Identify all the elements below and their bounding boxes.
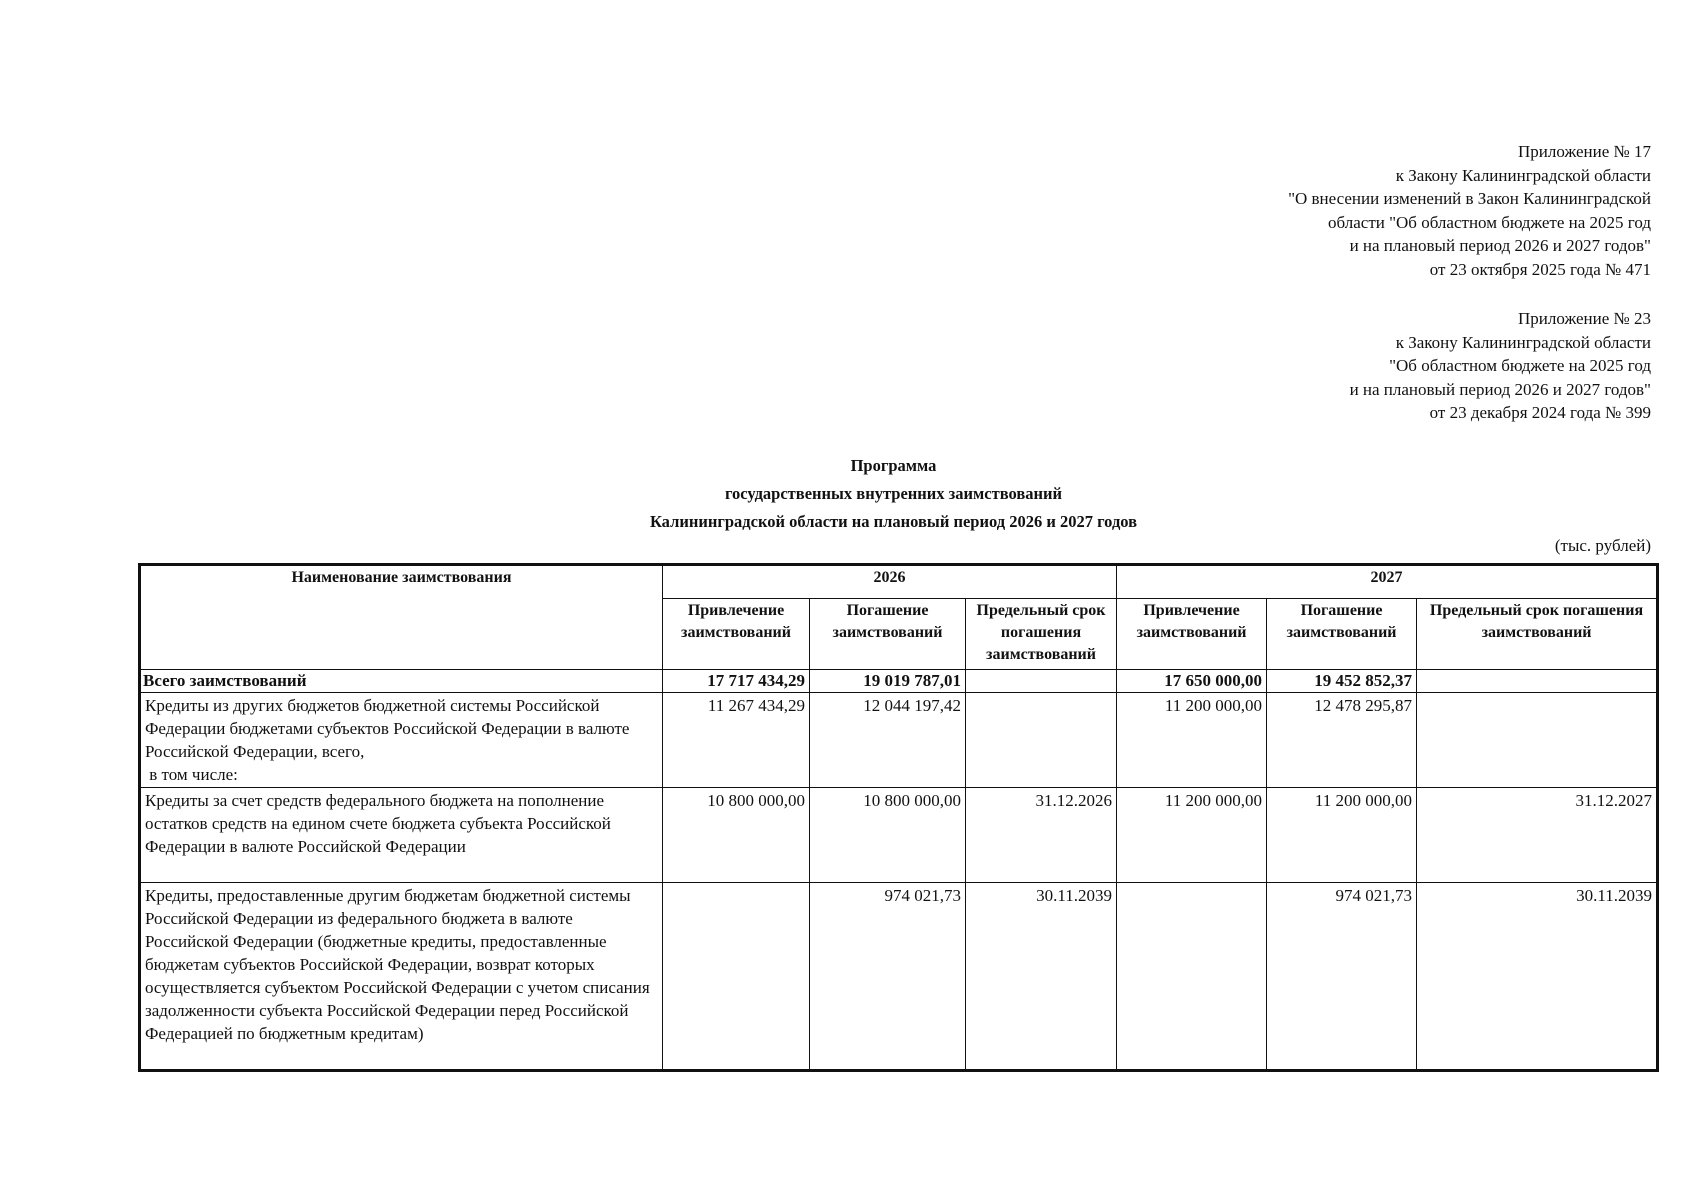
appendix-line: "Об областном бюджете на 2025 год	[1389, 356, 1651, 375]
cell-attract-2026: 17 717 434,29	[663, 670, 810, 693]
header-repay-2027: Погашение заимствований	[1267, 599, 1417, 670]
header-term-2027: Предельный срок погашения заимствований	[1417, 599, 1658, 670]
cell-term-2027	[1417, 670, 1658, 693]
header-term-2026: Предельный срок погашения заимствований	[966, 599, 1117, 670]
header-year-2026: 2026	[663, 565, 1117, 599]
appendix-line: к Закону Калининградской области	[1395, 165, 1651, 185]
appendix-17-header	[1288, 140, 1651, 281]
title-line-3: Калининградской области на плановый период 2026 и 2027 годов	[649, 512, 1138, 531]
cell-term-2027	[1417, 693, 1658, 788]
cell-term-2026	[966, 670, 1117, 693]
header-name: Наименование заимствования	[140, 565, 663, 670]
appendix-line: "О внесении изменений в Закон Калининградской	[1288, 189, 1651, 208]
row-name: Всего заимствований	[140, 670, 663, 693]
appendix-line: к Закону Калининградской области	[1395, 332, 1651, 352]
cell-repay-2027: 11 200 000,00	[1267, 788, 1417, 883]
units-label: (тыс. рублей)	[1554, 536, 1651, 555]
cell-attract-2026: 10 800 000,00	[663, 788, 810, 883]
cell-term-2026: 31.12.2026	[966, 788, 1117, 883]
appendix-23-header	[1350, 307, 1651, 425]
row-name: Кредиты из других бюджетов бюджетной системы Российской Федерации бюджетами субъектов Российской Федерации в валюте Российской Федерации, всего,	[145, 696, 630, 761]
row-name: Кредиты за счет средств федерального бюджета на пополнение остатков средств на едином счете бюджета субъекта Российской Федерации в валюте Российской Федерации	[140, 788, 663, 883]
cell-attract-2027: 11 200 000,00	[1117, 788, 1267, 883]
table-row	[140, 693, 1658, 788]
cell-repay-2027: 974 021,73	[1267, 883, 1417, 1071]
borrowing-program-table	[138, 563, 1659, 1072]
cell-repay-2027: 19 452 852,37	[1267, 670, 1417, 693]
table-row	[140, 883, 1658, 1071]
appendix-line: и на плановый период 2026 и 2027 годов"	[1349, 236, 1651, 255]
row-name: Кредиты, предоставленные другим бюджетам бюджетной системы Российской Федерации из федерального бюджета в валюте Российской Федерации (бюджетные кредиты, предоставленные бюджетам субъектов Российской Федерации, возврат которых осуществляется субъектом Российской Федерации с учетом списания задолженности субъекта Российской Федерации перед Российской Федерацией по бюджетным кредитам)	[140, 883, 663, 1071]
row-name-cell	[140, 693, 663, 788]
header-attract-2026: Привлечение заимствований	[663, 599, 810, 670]
table-row	[140, 788, 1658, 883]
cell-attract-2027: 11 200 000,00	[1117, 693, 1267, 788]
header-year-2027: 2027	[1117, 565, 1658, 599]
cell-repay-2026: 19 019 787,01	[810, 670, 966, 693]
cell-term-2026	[966, 693, 1117, 788]
row-name-sub: в том числе:	[145, 765, 238, 784]
appendix-line: от 23 декабря 2024 года № 399	[1429, 403, 1651, 422]
appendix-line: от 23 октября 2025 года № 471	[1429, 259, 1651, 279]
header-attract-2027: Привлечение заимствований	[1117, 599, 1267, 670]
appendix-line: и на плановый период 2026 и 2027 годов"	[1349, 379, 1651, 399]
cell-attract-2026	[663, 883, 810, 1071]
appendix-line: Приложение № 17	[1518, 142, 1651, 161]
cell-repay-2027: 12 478 295,87	[1267, 693, 1417, 788]
title-line-1: Программа	[850, 456, 937, 475]
cell-repay-2026: 10 800 000,00	[810, 788, 966, 883]
appendix-line: Приложение № 23	[1518, 309, 1651, 328]
cell-term-2027: 31.12.2027	[1417, 788, 1658, 883]
title-line-2: государственных внутренних заимствований	[724, 484, 1063, 503]
cell-repay-2026: 974 021,73	[810, 883, 966, 1071]
cell-attract-2027	[1117, 883, 1267, 1071]
appendix-line: области "Об областном бюджете на 2025 год	[1328, 212, 1651, 232]
cell-term-2026: 30.11.2039	[966, 883, 1117, 1071]
header-repay-2026: Погашение заимствований	[810, 599, 966, 670]
cell-attract-2027: 17 650 000,00	[1117, 670, 1267, 693]
cell-attract-2026: 11 267 434,29	[663, 693, 810, 788]
document-title	[0, 452, 1697, 536]
cell-term-2027: 30.11.2039	[1417, 883, 1658, 1071]
cell-repay-2026: 12 044 197,42	[810, 693, 966, 788]
table-row-total	[140, 670, 1658, 693]
